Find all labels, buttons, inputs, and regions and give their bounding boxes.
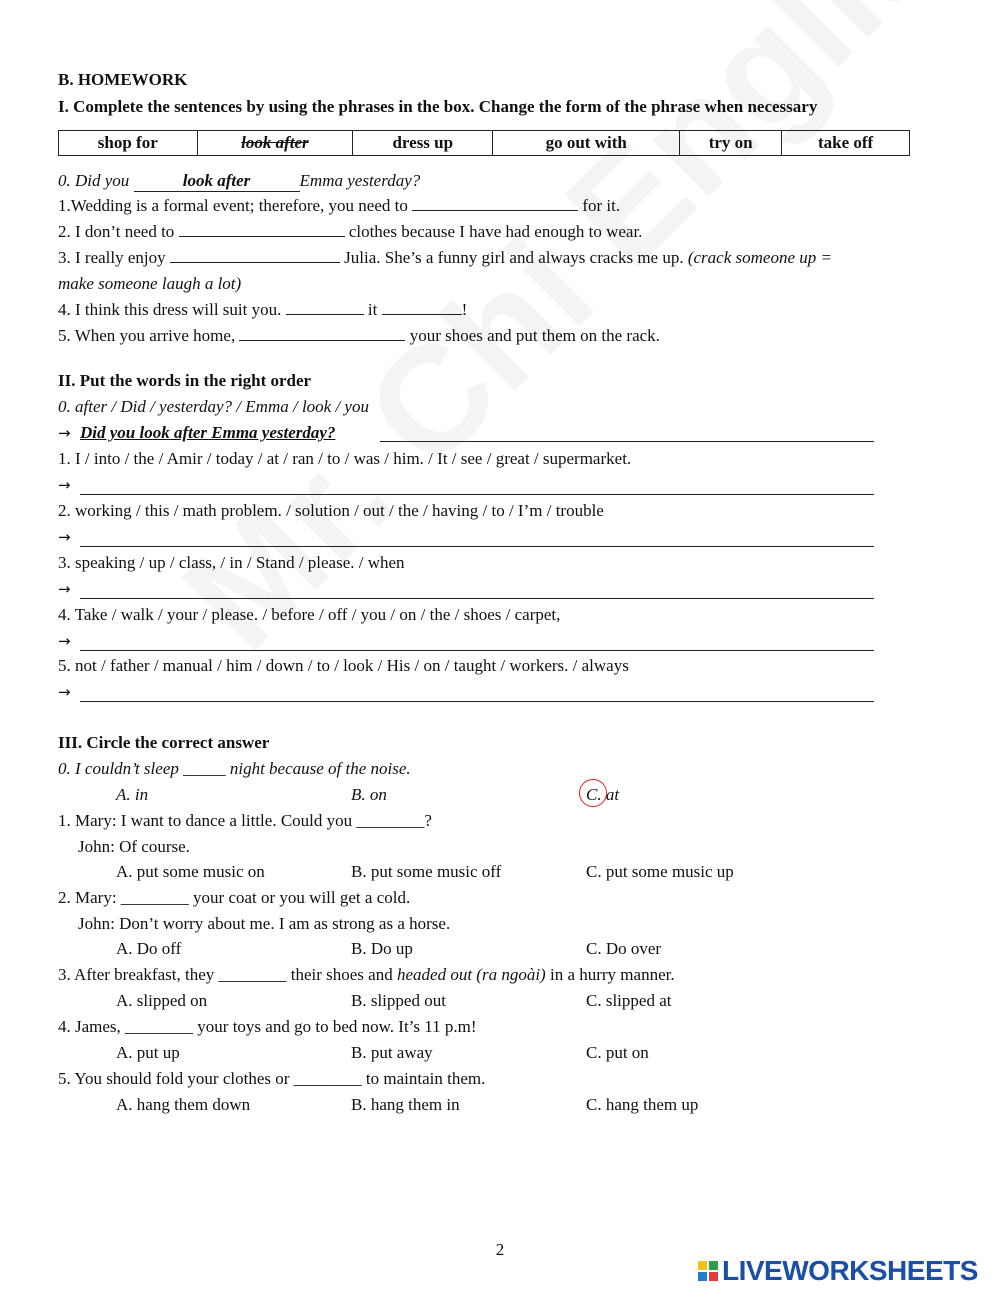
arrow-icon: → [58,683,71,701]
q1-text-end: for it. [578,196,621,215]
part3-q2: 2. Mary: ________ your coat or you will get a cold. [58,888,411,907]
q2-option-b[interactable]: B. Do up [351,939,413,958]
arrow-row-2 [58,527,80,547]
q2-text: 2. I don’t need to [58,222,179,241]
q2-blank[interactable] [179,222,345,237]
q1-option-a[interactable]: A. put some music on [116,862,265,881]
part1-q3 [58,248,832,268]
logo-blocks-icon [698,1261,718,1281]
phrase-box [58,130,910,156]
part2-example-answer-line [58,423,335,443]
arrow-row-1 [58,475,80,495]
answer-line-3[interactable] [80,580,874,599]
q1-blank[interactable] [412,196,578,211]
arrow-row-4 [58,631,80,651]
q4-option-b[interactable]: B. put away [351,1043,433,1062]
part2-example-answer: Did you look after Emma yesterday? [80,423,336,442]
example-answer: look after [134,171,300,192]
answer-line-1[interactable] [80,476,874,495]
arrow-row-5 [58,682,80,702]
page-number: 2 [495,1240,505,1259]
part2-item-1: 1. I / into / the / Amir / today / at / ran / to / was / him. / It / see / great / supermarket. [58,449,632,468]
phrase-try-on: try on [680,131,782,156]
phrase-look-after: look after [197,131,353,156]
logo-text: LIVEWORKSHEETS [722,1255,978,1286]
part3-q1: 1. Mary: I want to dance a little. Could you ________? [58,811,432,830]
part3-q4: 4. James, ________ your toys and go to bed now. It’s 11 p.m! [58,1017,477,1036]
q3-text-end: in a hurry manner. [545,965,675,984]
q3-blank[interactable] [170,248,340,263]
example-option-b: B. on [351,785,387,804]
q5-option-b[interactable]: B. hang them in [351,1095,460,1114]
part1-q1 [58,196,620,216]
liveworksheets-logo[interactable] [698,1255,978,1287]
arrow-icon: → [58,476,71,494]
q3-option-c[interactable]: C. slipped at [586,991,672,1010]
section-title: B. HOMEWORK [58,70,188,89]
answer-line-2[interactable] [80,528,874,547]
part2-item-5: 5. not / father / manual / him / down / to / look / His / on / taught / workers. / always [58,656,629,675]
q1-option-c[interactable]: C. put some music up [586,862,734,881]
q4-option-a[interactable]: A. put up [116,1043,180,1062]
part2-item-4: 4. Take / walk / your / please. / before / off / you / on / the / shoes / carpet, [58,605,561,624]
q2-text-end: clothes because I have had enough to wear. [344,222,643,241]
part3-q1-reply: John: Of course. [78,837,190,856]
q4-text-mid: it [363,300,382,319]
q5-text: 5. When you arrive home, [58,326,240,345]
part1-q4 [58,300,467,320]
arrow-row-3 [58,579,80,599]
phrase-dress-up: dress up [353,131,493,156]
part3-title: III. Circle the correct answer [58,733,270,752]
q1-text: 1.Wedding is a formal event; therefore, you need to [58,196,413,215]
part2-item-3: 3. speaking / up / class, / in / Stand / please. / when [58,553,405,572]
q2-option-a[interactable]: A. Do off [116,939,182,958]
q1-option-b[interactable]: B. put some music off [351,862,502,881]
example-answer-underline [380,423,874,442]
part1-q3-note-cont: make someone laugh a lot) [58,274,242,293]
part3-q3 [58,965,675,985]
q4-text-end: ! [461,300,468,319]
example-option-a: A. in [116,785,149,804]
part2-example-words: 0. after / Did / yesterday? / Emma / look / you [58,397,369,416]
q4-blank-2[interactable] [382,300,462,315]
q5-text-end: your shoes and put them on the rack. [405,326,660,345]
part3-q2-reply: John: Don’t worry about me. I am as strong as a horse. [78,914,451,933]
arrow-icon: → [58,528,71,546]
part1-title: I. Complete the sentences by using the phrases in the box. Change the form of the phrase when necessary [58,97,818,116]
example-text-end: Emma yesterday? [299,171,421,190]
example-text: 0. Did you [58,171,134,190]
answer-line-5[interactable] [80,683,874,702]
q3-note: headed out (ra ngoài) [396,965,546,984]
q2-option-c[interactable]: C. Do over [586,939,662,958]
q4-option-c[interactable]: C. put on [586,1043,649,1062]
q4-text: 4. I think this dress will suit you. [58,300,286,319]
phrase-shop-for: shop for [59,131,198,156]
part3-q5: 5. You should fold your clothes or ________ to maintain them. [58,1069,486,1088]
q3-text: 3. After breakfast, they ________ their shoes and [58,965,397,984]
q5-option-c[interactable]: C. hang them up [586,1095,699,1114]
arrow-icon: → [58,632,71,650]
arrow-icon: → [58,580,71,598]
part1-q2 [58,222,642,242]
phrase-go-out-with: go out with [493,131,680,156]
q3-text-mid: Julia. She’s a funny girl and always cracks me up. [339,248,688,267]
part2-item-2: 2. working / this / math problem. / solution / out / the / having / to / I’m / trouble [58,501,604,520]
example-option-c: C. at [586,785,620,804]
part1-example [58,171,420,192]
arrow-icon: → [58,424,71,442]
q3-option-b[interactable]: B. slipped out [351,991,446,1010]
part1-q5 [58,326,660,346]
q5-option-a[interactable]: A. hang them down [116,1095,251,1114]
q3-text: 3. I really enjoy [58,248,170,267]
q3-option-a[interactable]: A. slipped on [116,991,208,1010]
part3-example-question: 0. I couldn’t sleep _____ night because of the noise. [58,759,411,778]
part2-title: II. Put the words in the right order [58,371,312,390]
answer-line-4[interactable] [80,632,874,651]
q5-blank[interactable] [239,326,405,341]
q3-note: (crack someone up = [687,248,832,267]
phrase-take-off: take off [782,131,910,156]
q4-blank-1[interactable] [286,300,364,315]
answer-circle-icon [579,779,607,807]
